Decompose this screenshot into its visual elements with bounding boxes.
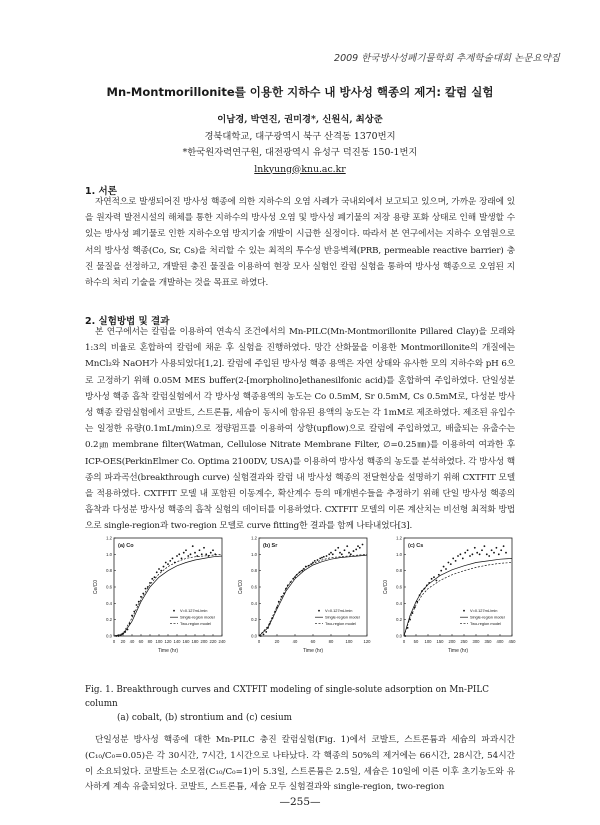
data-point	[488, 555, 490, 557]
caption-line-2: (a) cobalt, (b) strontium and (c) cesium	[117, 713, 292, 723]
legend-label: Two-region model	[325, 621, 356, 626]
x-tick-label: 40	[292, 639, 298, 644]
data-point	[344, 549, 346, 551]
data-point	[353, 550, 355, 552]
data-point	[464, 552, 466, 554]
data-point	[341, 553, 343, 555]
conference-header: 2009 한국방사성폐기물학회 추계학술대회 논문요약집	[334, 53, 560, 64]
data-point	[265, 631, 267, 633]
legend-label: Single-region model	[325, 614, 360, 620]
data-point	[457, 555, 459, 557]
author-email[interactable]: lnkyung@knu.ac.kr	[254, 163, 346, 175]
data-point	[194, 552, 196, 554]
data-point	[443, 566, 445, 568]
methods-paragraph	[85, 324, 515, 535]
legend-marker	[463, 610, 465, 612]
y-tick-label: 1.2	[251, 535, 257, 541]
data-point	[185, 549, 187, 551]
data-point	[154, 576, 156, 578]
data-point	[158, 568, 160, 570]
x-tick-label: 240	[218, 639, 226, 644]
data-point	[500, 549, 502, 551]
paper-title: Mn-Montmorillonite를 이용한 지하수 내 방사성 핵종의 제거: 칼럼 실험	[106, 85, 494, 99]
data-point	[359, 547, 361, 549]
data-point	[328, 553, 330, 555]
intro-text: 자연적으로 발생되어진 방사성 핵종에 의한 지하수의 오염 사례가 국내외에서 보고되고 있으며, 가까운 장래에 있을 원자력 발전시설의 해체를 통한 지하수의 방사성 오염 및 방사성 폐기물의 저장 용량 포화 상태로 인해 발생할 수 있는 방사성 폐기물로 인한 지하수오염 방지기술 개발이 시급한 실정이다. 따라서 본 연구에서는 지하수 오염원으로서의 방사성 핵종(Co, Sr, Cs)을 처리할 수 있는 최적의 투수성 반응벽체(PRB, permeable reactive barrier) 충진 물질을 선정하고, 개발된 충진 물질을 이용하여 현장 모사 실험인 칼럼 실험을 통하여 방사성 핵종으로 오염된 지하수의 처리 기술을 개발하는 것을 목표로 하였다.	[85, 197, 515, 289]
data-point	[183, 552, 185, 554]
author-block	[0, 112, 600, 178]
data-point	[190, 553, 192, 555]
data-point	[440, 570, 442, 572]
panel-label: (c) Cs	[408, 543, 424, 549]
data-point	[505, 552, 507, 554]
data-point	[455, 560, 457, 562]
data-point	[346, 545, 348, 547]
x-axis-label: Time (hr)	[302, 648, 324, 654]
y-axis-label: Ce/C0	[93, 579, 99, 595]
legend-label: Single-region model	[470, 614, 505, 620]
legend-label: V=0.127mL/min	[470, 608, 498, 613]
x-tick-label: 350	[484, 639, 492, 644]
y-tick-label: 0.2	[396, 617, 402, 623]
x-tick-label: 160	[182, 639, 190, 644]
y-tick-label: 1.2	[396, 535, 402, 541]
data-point	[339, 552, 341, 554]
x-tick-label: 20	[274, 639, 280, 644]
data-point	[178, 553, 180, 555]
intro-paragraph	[85, 194, 515, 291]
y-axis-label: Ce/C0	[383, 579, 389, 595]
data-point	[212, 549, 214, 551]
page-number: —255—	[279, 796, 321, 808]
x-tick-label: 150	[436, 639, 444, 644]
chart-panel-c	[382, 530, 517, 670]
results-text: 단일성분 방사성 핵종에 대한 Mn-PILC 충진 칼럼실험(Fig. 1)에서 코발트, 스트론튬과 세슘의 파과시간(C₁₀/C₀=0.05)은 각 30시간, 7시간, 1시간으로 나타났다. 각 핵종의 50%의 제거에는 66시간, 28시간, 54시간이 소요되었다. 코발트는 소모점(C₁₀/C₀=1)이 5.3일, 스트론튬은 2.5일, 세슘은 10일에 이른 이후 초기농도와 유사하게 계속 유출되었다. 코발트, 스트론튬, 세슘 모두 실험결과와 single-region, two-region	[85, 735, 515, 793]
data-point	[445, 568, 447, 570]
data-point	[151, 578, 153, 580]
caption-line-1: Fig. 1. Breakthrough curves and CXTFIT modeling of single-solute adsorption on Mn-PILC column	[85, 685, 489, 709]
data-point	[448, 562, 450, 564]
methods-text: 본 연구에서는 칼럼을 이용하여 연속식 조건에서의 Mn-PILC(Mn-Montmorillonite Pillared Clay)을 모래와 1:3의 비율로 혼합하여 칼럼에 채운 후 실험을 진행하였다. 망간 산화물을 이용한 Montmorillonite의 개질에는 MnCl₂와 NaOH가 사용되었다[1,2]. 칼럼에 주입된 방사성 핵종 용액은 자연 상태와 유사한 모의 지하수와 pH 6으로 고정하기 위해 0.05M MES buffer(2-[morpholino]ethanesilfonic acid)를 혼합하여 주입하였다. 단일성분 방사성 핵종 흡착 칼럼실험에서 각 방사성 핵종용액의 농도는 Co 0.5mM, Sr 0.5mM, Cs 0.5mM로, 다성분 방사성 핵종 칼럼실험에서 코발트, 스트론튬, 세슘이 동시에 함유된 용액의 농도는 각 1mM로 제조하였다. 제조된 유입수는 일정한 유량(0.1mL/min)으로 정량펌프를 이용하여 상향(upflow)으로 칼럼에 주입하였고, 배출되는 유출수는 0.2㎛ membrane filter(Watman, Cellulose Nitrate Membrane Filter, ∅=0.25㎜)를 이용하여 여과한 후 ICP-OES(PerkinElmer Co. Optima 2100DV, USA)를 이용하여 방사성 핵종의 농도를 분석하였다. 각 방사성 핵종의 파과곡선(breakthrough curve) 실험결과와 칼럼 내 방사성 핵종의 전달현상을 설명하기 위해 CXTFIT 모델을 적용하였다. CXTFIT 모델 내 포함된 이동계수, 확산계수 등의 매개변수들을 추정하기 위해 단일 방사성 핵종의 흡착과 다성분 방사성 핵종의 흡착 실험의 데이터를 이용하였다. CXTFIT 모델의 이론 계산치는 비선형 최적화 방법으로 single-region과 two-region 모델로 curve fitting한 결과를 함께 나타내었다[3].	[85, 327, 515, 532]
data-point	[263, 633, 265, 635]
x-tick-label: 40	[129, 639, 135, 644]
data-point	[323, 556, 325, 558]
data-point	[452, 558, 454, 560]
data-point	[469, 555, 471, 557]
x-axis-label: Time (hr)	[447, 648, 469, 654]
x-tick-label: 400	[496, 639, 504, 644]
x-tick-label: 200	[448, 639, 456, 644]
data-point	[169, 560, 171, 562]
data-point	[348, 552, 350, 554]
data-point	[503, 545, 505, 547]
data-point	[355, 549, 357, 551]
x-tick-label: 100	[345, 639, 353, 644]
x-tick-label: 300	[472, 639, 480, 644]
legend-label: V=0.127mL/min	[180, 608, 208, 613]
y-tick-label: 0.6	[106, 584, 112, 590]
y-tick-label: 0.4	[396, 600, 402, 606]
y-tick-label: 0.8	[396, 568, 402, 574]
data-point	[450, 563, 452, 565]
data-point	[317, 559, 319, 561]
data-point	[145, 588, 147, 590]
figure-caption	[85, 683, 515, 725]
y-tick-label: 0.6	[251, 584, 257, 590]
x-axis-label: Time (hr)	[157, 648, 179, 654]
legend-label: Two-region model	[470, 621, 501, 626]
y-tick-label: 0.4	[251, 600, 257, 606]
data-point	[362, 544, 364, 546]
data-point	[337, 547, 339, 549]
section-heading-intro: 1. 서론	[85, 186, 117, 197]
data-point	[203, 547, 205, 549]
data-point	[163, 566, 165, 568]
data-point	[181, 558, 183, 560]
x-tick-label: 60	[310, 639, 316, 644]
x-tick-label: 120	[363, 639, 371, 644]
data-point	[467, 549, 469, 551]
data-point	[491, 549, 493, 551]
data-point	[335, 549, 337, 551]
x-tick-label: 60	[138, 639, 144, 644]
x-tick-label: 200	[200, 639, 208, 644]
legend-marker	[318, 610, 320, 612]
data-point	[210, 552, 212, 554]
data-point	[172, 558, 174, 560]
y-tick-label: 0.2	[251, 617, 257, 623]
x-tick-label: 0	[112, 639, 116, 644]
y-tick-label: 0.4	[106, 600, 112, 606]
data-point	[140, 596, 142, 598]
panel-label: (b) Sr	[263, 543, 278, 549]
results-paragraph	[85, 733, 515, 796]
data-point	[479, 553, 481, 555]
data-point	[192, 545, 194, 547]
data-point	[438, 574, 440, 576]
data-point	[136, 604, 138, 606]
data-point	[436, 580, 438, 582]
x-tick-label: 100	[424, 639, 432, 644]
data-point	[330, 552, 332, 554]
data-point	[498, 553, 500, 555]
y-tick-label: 0.0	[396, 633, 402, 639]
data-point	[462, 558, 464, 560]
data-point	[156, 571, 158, 573]
y-tick-label: 0.2	[106, 617, 112, 623]
author-names: 이남경, 박연진, 권미경*, 신원식, 최상준	[217, 114, 383, 125]
data-point	[476, 552, 478, 554]
legend-label: Single-region model	[180, 614, 215, 620]
data-point	[326, 555, 328, 557]
x-tick-label: 140	[173, 639, 181, 644]
data-point	[472, 553, 474, 555]
affiliation-2: *한국원자력연구원, 대전광역시 유성구 덕진동 150-1번지	[182, 147, 418, 158]
section-heading-methods: 2. 실험방법 및 결과	[85, 316, 170, 327]
figure-1	[92, 530, 516, 670]
data-point	[321, 557, 323, 559]
data-point	[133, 611, 135, 613]
x-tick-label: 0	[402, 639, 406, 644]
x-tick-label: 180	[191, 639, 199, 644]
chart-panel-a	[92, 530, 227, 670]
x-tick-label: 0	[257, 639, 261, 644]
chart-panel-b	[237, 530, 372, 670]
x-tick-label: 250	[460, 639, 468, 644]
data-point	[357, 545, 359, 547]
legend-marker	[173, 610, 175, 612]
y-tick-label: 0.6	[396, 584, 402, 590]
x-tick-label: 80	[147, 639, 153, 644]
data-point	[486, 553, 488, 555]
data-point	[199, 549, 201, 551]
data-point	[332, 553, 334, 555]
data-point	[176, 555, 178, 557]
data-point	[493, 552, 495, 554]
affiliation-1: 경북대학교, 대구광역시 북구 산격동 1370번지	[204, 130, 396, 142]
data-point	[481, 549, 483, 551]
data-point	[167, 563, 169, 565]
x-tick-label: 120	[164, 639, 172, 644]
y-tick-label: 0.8	[251, 568, 257, 574]
data-point	[350, 553, 352, 555]
x-tick-label: 100	[155, 639, 163, 644]
data-point	[431, 578, 433, 580]
data-point	[138, 601, 140, 603]
data-point	[165, 562, 167, 564]
data-point	[484, 545, 486, 547]
data-point	[460, 553, 462, 555]
x-tick-label: 20	[120, 639, 126, 644]
data-point	[149, 582, 151, 584]
y-tick-label: 0.8	[106, 568, 112, 574]
data-point	[319, 558, 321, 560]
data-point	[496, 547, 498, 549]
y-tick-label: 1.2	[106, 535, 112, 541]
x-tick-label: 50	[413, 639, 419, 644]
y-axis-label: Ce/C0	[238, 579, 244, 595]
data-point	[201, 553, 203, 555]
data-point	[433, 576, 435, 578]
data-point	[314, 560, 316, 562]
y-tick-label: 0.0	[251, 633, 257, 639]
panel-label: (a) Co	[118, 543, 134, 549]
y-tick-label: 0.0	[106, 633, 112, 639]
legend-label: Two-region model	[180, 621, 211, 626]
y-tick-label: 1.0	[251, 551, 257, 557]
y-tick-label: 1.0	[396, 551, 402, 557]
legend-label: V=0.127mL/min	[325, 608, 353, 613]
data-point	[474, 547, 476, 549]
data-point	[160, 570, 162, 572]
data-point	[187, 555, 189, 557]
x-tick-label: 450	[508, 639, 516, 644]
data-point	[205, 553, 207, 555]
x-tick-label: 220	[209, 639, 217, 644]
x-tick-label: 80	[328, 639, 334, 644]
y-tick-label: 1.0	[106, 551, 112, 557]
